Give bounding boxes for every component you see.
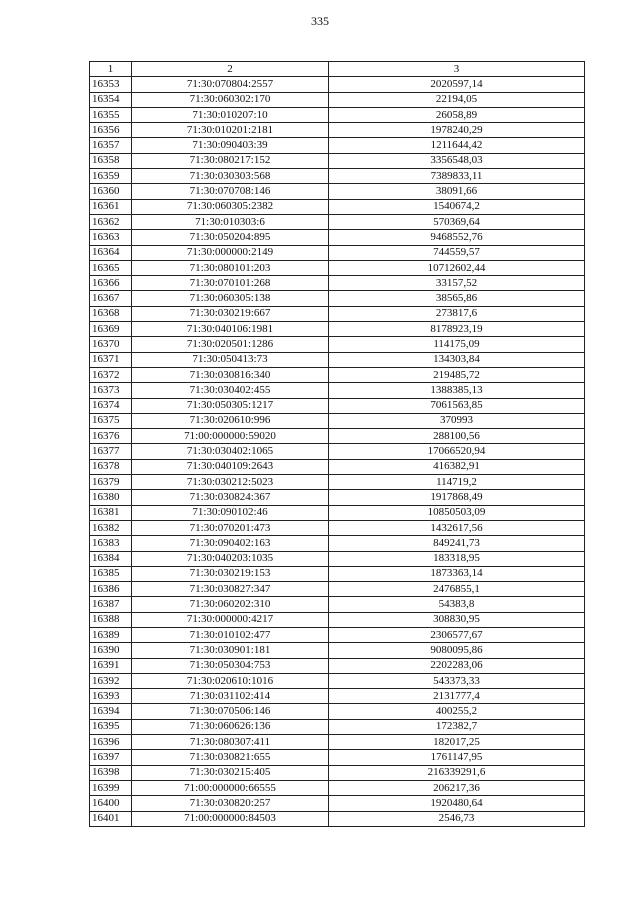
value-cell: 183318,95 [329,551,585,566]
cadastral-number-cell: 71:30:030824:367 [132,490,329,505]
table-row [90,643,585,658]
table-row [90,719,585,734]
cadastral-number-cell: 71:30:050413:73 [132,352,329,367]
row-number-cell: 16372 [90,367,132,382]
row-number-cell: 16388 [90,612,132,627]
row-number-cell: 16397 [90,750,132,765]
table-row [90,597,585,612]
value-cell: 308830,95 [329,612,585,627]
value-cell: 288100,56 [329,429,585,444]
row-number-cell: 16391 [90,658,132,673]
value-cell: 2306577,67 [329,627,585,642]
value-cell: 38091,66 [329,184,585,199]
value-cell: 2131777,4 [329,689,585,704]
cadastral-number-cell: 71:30:030303:568 [132,169,329,184]
row-number-cell: 16368 [90,306,132,321]
cadastral-number-cell: 71:30:090102:46 [132,505,329,520]
table-header-row [90,62,585,77]
value-cell: 744559,57 [329,245,585,260]
value-cell: 1873363,14 [329,566,585,581]
table-row [90,582,585,597]
cadastral-number-cell: 71:30:020610:996 [132,413,329,428]
cadastral-number-cell: 71:30:070804:2557 [132,77,329,92]
value-cell: 1920480,64 [329,796,585,811]
table-row [90,352,585,367]
cadastral-number-cell: 71:00:000000:59020 [132,429,329,444]
row-number-cell: 16400 [90,796,132,811]
table-row [90,260,585,275]
cadastral-number-cell: 71:30:030212:5023 [132,475,329,490]
table-row [90,77,585,92]
value-cell: 400255,2 [329,704,585,719]
row-number-cell: 16392 [90,673,132,688]
row-number-cell: 16364 [90,245,132,260]
table-row [90,169,585,184]
row-number-cell: 16399 [90,780,132,795]
row-number-cell: 16370 [90,337,132,352]
table-body [90,77,585,827]
value-cell: 206217,36 [329,780,585,795]
table-row [90,230,585,245]
row-number-cell: 16371 [90,352,132,367]
cadastral-number-cell: 71:30:060202:310 [132,597,329,612]
cadastral-number-cell: 71:30:060626:136 [132,719,329,734]
cadastral-number-cell: 71:30:070201:473 [132,520,329,535]
value-cell: 2020597,14 [329,77,585,92]
table-row [90,337,585,352]
table-row [90,689,585,704]
table-row [90,490,585,505]
cadastral-number-cell: 71:30:050304:753 [132,658,329,673]
row-number-cell: 16389 [90,627,132,642]
cadastral-number-cell: 71:30:070101:268 [132,276,329,291]
table-row [90,107,585,122]
table-row [90,780,585,795]
value-cell: 182017,25 [329,735,585,750]
cadastral-number-cell: 71:30:060305:138 [132,291,329,306]
row-number-cell: 16356 [90,123,132,138]
row-number-cell: 16355 [90,107,132,122]
table-row [90,184,585,199]
table-row [90,566,585,581]
row-number-cell: 16369 [90,322,132,337]
row-number-cell: 16376 [90,429,132,444]
cadastral-number-cell: 71:30:080307:411 [132,735,329,750]
row-number-cell: 16384 [90,551,132,566]
cadastral-number-cell: 71:30:030821:655 [132,750,329,765]
value-cell: 1388385,13 [329,383,585,398]
value-cell: 7389833,11 [329,169,585,184]
value-cell: 172382,7 [329,719,585,734]
value-cell: 1540674,2 [329,199,585,214]
cadastral-number-cell: 71:30:070506:146 [132,704,329,719]
table-row [90,153,585,168]
value-cell: 10712602,44 [329,260,585,275]
table-row [90,735,585,750]
value-cell: 1761147,95 [329,750,585,765]
table-row [90,627,585,642]
value-cell: 3356548,03 [329,153,585,168]
row-number-cell: 16359 [90,169,132,184]
row-number-cell: 16386 [90,582,132,597]
table-row [90,796,585,811]
table-row [90,811,585,826]
row-number-cell: 16367 [90,291,132,306]
table-row [90,673,585,688]
row-number-cell: 16361 [90,199,132,214]
value-cell: 7061563,85 [329,398,585,413]
cadastral-number-cell: 71:00:000000:66555 [132,780,329,795]
value-cell: 8178923,19 [329,322,585,337]
row-number-cell: 16382 [90,520,132,535]
value-cell: 849241,73 [329,536,585,551]
table-row [90,551,585,566]
value-cell: 22194,05 [329,92,585,107]
cadastral-number-cell: 71:30:020501:1286 [132,337,329,352]
row-number-cell: 16387 [90,597,132,612]
row-number-cell: 16373 [90,383,132,398]
cadastral-number-cell: 71:00:000000:84503 [132,811,329,826]
table-row [90,429,585,444]
table-row [90,459,585,474]
cadastral-number-cell: 71:30:030219:153 [132,566,329,581]
cadastral-number-cell: 71:30:040203:1035 [132,551,329,566]
table-row [90,367,585,382]
value-cell: 216339291,6 [329,765,585,780]
row-number-cell: 16363 [90,230,132,245]
column-header-2: 2 [132,62,329,77]
row-number-cell: 16374 [90,398,132,413]
table-row [90,306,585,321]
value-cell: 9080095,86 [329,643,585,658]
value-cell: 38565,86 [329,291,585,306]
row-number-cell: 16385 [90,566,132,581]
table-row [90,658,585,673]
value-cell: 33157,52 [329,276,585,291]
value-cell: 26058,89 [329,107,585,122]
table-row [90,276,585,291]
row-number-cell: 16396 [90,735,132,750]
cadastral-number-cell: 71:30:080101:203 [132,260,329,275]
cadastral-number-cell: 71:30:090403:39 [132,138,329,153]
cadastral-number-cell: 71:30:070708:146 [132,184,329,199]
value-cell: 2476855,1 [329,582,585,597]
value-cell: 219485,72 [329,367,585,382]
value-cell: 54383,8 [329,597,585,612]
value-cell: 1917868,49 [329,490,585,505]
table-row [90,612,585,627]
table-row [90,92,585,107]
cadastral-number-cell: 71:30:020610:1016 [132,673,329,688]
cadastral-number-cell: 71:30:030215:405 [132,765,329,780]
table-row [90,413,585,428]
cadastral-number-cell: 71:30:030402:1065 [132,444,329,459]
table-row [90,291,585,306]
row-number-cell: 16360 [90,184,132,199]
cadastral-number-cell: 71:30:010201:2181 [132,123,329,138]
table-row [90,704,585,719]
row-number-cell: 16362 [90,214,132,229]
value-cell: 1432617,56 [329,520,585,535]
table-row [90,444,585,459]
table-row [90,505,585,520]
cadastral-number-cell: 71:30:050305:1217 [132,398,329,413]
table-row [90,536,585,551]
cadastral-number-cell: 71:30:090402:163 [132,536,329,551]
row-number-cell: 16377 [90,444,132,459]
table-row [90,765,585,780]
cadastral-number-cell: 71:30:000000:2149 [132,245,329,260]
cadastral-number-cell: 71:30:060302:170 [132,92,329,107]
cadastral-number-cell: 71:30:030219:667 [132,306,329,321]
row-number-cell: 16353 [90,77,132,92]
cadastral-number-cell: 71:30:040109:2643 [132,459,329,474]
row-number-cell: 16381 [90,505,132,520]
table-row [90,214,585,229]
table-row [90,123,585,138]
value-cell: 9468552,76 [329,230,585,245]
cadastral-number-cell: 71:30:030901:181 [132,643,329,658]
value-cell: 114175,09 [329,337,585,352]
value-cell: 273817,6 [329,306,585,321]
value-cell: 2202283,06 [329,658,585,673]
table-row [90,520,585,535]
row-number-cell: 16378 [90,459,132,474]
row-number-cell: 16358 [90,153,132,168]
row-number-cell: 16401 [90,811,132,826]
data-table [89,61,585,827]
cadastral-number-cell: 71:30:030402:455 [132,383,329,398]
value-cell: 114719,2 [329,475,585,490]
cadastral-number-cell: 71:30:080217:152 [132,153,329,168]
table-row [90,383,585,398]
row-number-cell: 16354 [90,92,132,107]
cadastral-number-cell: 71:30:030816:340 [132,367,329,382]
cadastral-number-cell: 71:30:031102:414 [132,689,329,704]
row-number-cell: 16380 [90,490,132,505]
table-row [90,322,585,337]
cadastral-number-cell: 71:30:010303:6 [132,214,329,229]
cadastral-number-cell: 71:30:000000:4217 [132,612,329,627]
column-header-3: 3 [329,62,585,77]
cadastral-number-cell: 71:30:050204:895 [132,230,329,245]
cadastral-number-cell: 71:30:030827:347 [132,582,329,597]
value-cell: 2546,73 [329,811,585,826]
table-row [90,750,585,765]
table-row [90,475,585,490]
value-cell: 570369,64 [329,214,585,229]
row-number-cell: 16379 [90,475,132,490]
column-header-1: 1 [90,62,132,77]
row-number-cell: 16394 [90,704,132,719]
value-cell: 134303,84 [329,352,585,367]
value-cell: 543373,33 [329,673,585,688]
row-number-cell: 16366 [90,276,132,291]
table-row [90,138,585,153]
row-number-cell: 16398 [90,765,132,780]
value-cell: 370993 [329,413,585,428]
row-number-cell: 16357 [90,138,132,153]
cadastral-number-cell: 71:30:040106:1981 [132,322,329,337]
page-number: 335 [311,14,329,28]
row-number-cell: 16383 [90,536,132,551]
value-cell: 17066520,94 [329,444,585,459]
cadastral-number-cell: 71:30:060305:2382 [132,199,329,214]
row-number-cell: 16393 [90,689,132,704]
table-row [90,199,585,214]
value-cell: 416382,91 [329,459,585,474]
row-number-cell: 16390 [90,643,132,658]
table-row [90,398,585,413]
row-number-cell: 16365 [90,260,132,275]
table-row [90,245,585,260]
value-cell: 1211644,42 [329,138,585,153]
value-cell: 1978240,29 [329,123,585,138]
cadastral-number-cell: 71:30:010102:477 [132,627,329,642]
value-cell: 10850503,09 [329,505,585,520]
row-number-cell: 16395 [90,719,132,734]
row-number-cell: 16375 [90,413,132,428]
cadastral-number-cell: 71:30:010207:10 [132,107,329,122]
cadastral-number-cell: 71:30:030820:257 [132,796,329,811]
